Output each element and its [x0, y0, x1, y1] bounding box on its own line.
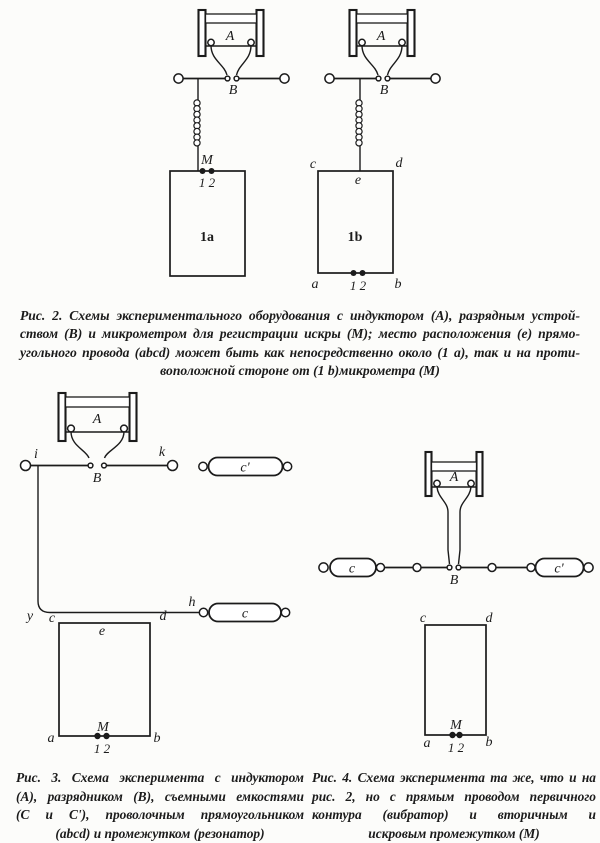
corner-b-label: b: [485, 735, 493, 750]
gap-terminals-label: 1 2: [447, 740, 465, 755]
fig3-caption-line-3: (C и C'), проволочным прямоугольником: [16, 807, 304, 823]
fig3-caption-line-2: (A), разрядником (B), съемными емкостями: [16, 788, 304, 804]
spark-gap-label: B: [92, 471, 102, 486]
capacitor-c-label: c: [348, 561, 356, 577]
corner-b-label: b: [153, 731, 161, 746]
fig2-diagram: [0, 0, 600, 300]
capacitor-c-prime-label: c': [240, 460, 250, 476]
spark-gap-label: B: [228, 83, 238, 98]
capacitor-c-prime-label: c': [554, 561, 564, 577]
inductor-label: A: [376, 29, 386, 44]
corner-d-label: d: [485, 611, 493, 626]
node-e-label: e: [354, 173, 362, 188]
node-h-label: h: [188, 595, 196, 610]
corner-c-label: c: [48, 611, 56, 626]
corner-b-label: b: [394, 277, 402, 292]
gap-terminals-label: 1 2: [349, 278, 367, 293]
fig3-caption-line-1: Рис. 3. Схема эксперимента с индуктором: [16, 770, 304, 785]
corner-c-label: c: [419, 611, 427, 626]
discharge-rod: [325, 74, 440, 83]
corner-a-label: a: [311, 277, 319, 292]
corner-a-label: a: [423, 736, 431, 751]
fig4-caption-line-4: искровым промежутком (M): [368, 825, 540, 841]
gap-terminals-label: 1 2: [93, 741, 111, 756]
spark-gap-b: [376, 76, 390, 81]
spark-gap-b: [225, 76, 239, 81]
spark-gap-label: B: [379, 83, 389, 98]
fig4-caption-line-1: Рис. 4. Схема эксперимента та же, что и на: [312, 770, 596, 785]
corner-d-label: d: [395, 156, 403, 171]
fig4-caption: [312, 769, 596, 843]
setup-1b-label: 1b: [347, 230, 363, 245]
micrometer-label: M: [201, 153, 213, 168]
fig4-caption-line-2: рис. 2, но с прямым проводом первичного: [312, 788, 596, 804]
coil-lead: [356, 79, 362, 172]
long-wire: [38, 466, 199, 613]
fig2-setup-1b: [310, 10, 440, 293]
micrometer-label: M: [97, 720, 109, 735]
corner-a-label: a: [47, 731, 55, 746]
fig3-diagram: [0, 385, 310, 765]
node-i-label: i: [34, 447, 38, 462]
fig3-caption: [16, 769, 304, 843]
node-e-label: e: [98, 624, 106, 639]
spark-gap-label: B: [449, 573, 459, 588]
fig2-caption-line-4: воположной стороне от (1 b)микрометра (M): [160, 363, 440, 379]
spark-gap-b: [88, 463, 106, 468]
fig2-setup-1a: [170, 10, 289, 276]
fig2-caption: [20, 307, 580, 381]
inductor-label: A: [92, 412, 102, 427]
inductor-a-icon: [426, 452, 483, 564]
coil-lead: [194, 79, 200, 172]
corner-c-label: c: [309, 157, 317, 172]
fig3-caption-line-4: (abcd) и промежутком (резонатор): [55, 825, 265, 841]
capacitor-c-label: c: [241, 606, 249, 622]
fig2-caption-line-2: ством (B) и микрометром для регистрации искры (M); место расположения (e) прямо-: [20, 326, 580, 342]
node-y-label: y: [26, 609, 34, 624]
gap-terminals-label: 1 2: [198, 175, 216, 190]
fig4-caption-line-3: контура (вибратор) и вторичным и: [312, 807, 596, 823]
node-k-label: k: [158, 445, 166, 460]
fig2-caption-line-1: Рис. 2. Схемы экспериментального оборудования с индуктором (A), разрядным устрой-: [20, 308, 580, 323]
node-h-terminal: [199, 608, 207, 616]
micrometer-label: M: [450, 718, 462, 733]
inductor-label: A: [449, 470, 459, 485]
fig4-diagram: [300, 430, 600, 760]
resonator-c: [209, 604, 290, 622]
corner-d-label: d: [159, 609, 167, 624]
discharge-rod: [21, 461, 178, 471]
inductor-label: A: [225, 29, 235, 44]
discharge-rod: [174, 74, 289, 83]
setup-1a-label: 1a: [200, 230, 214, 245]
fig2-caption-line-3: угольного провода (abcd) может быть как непосредственно около (1 a), так и на проти-: [20, 344, 580, 360]
